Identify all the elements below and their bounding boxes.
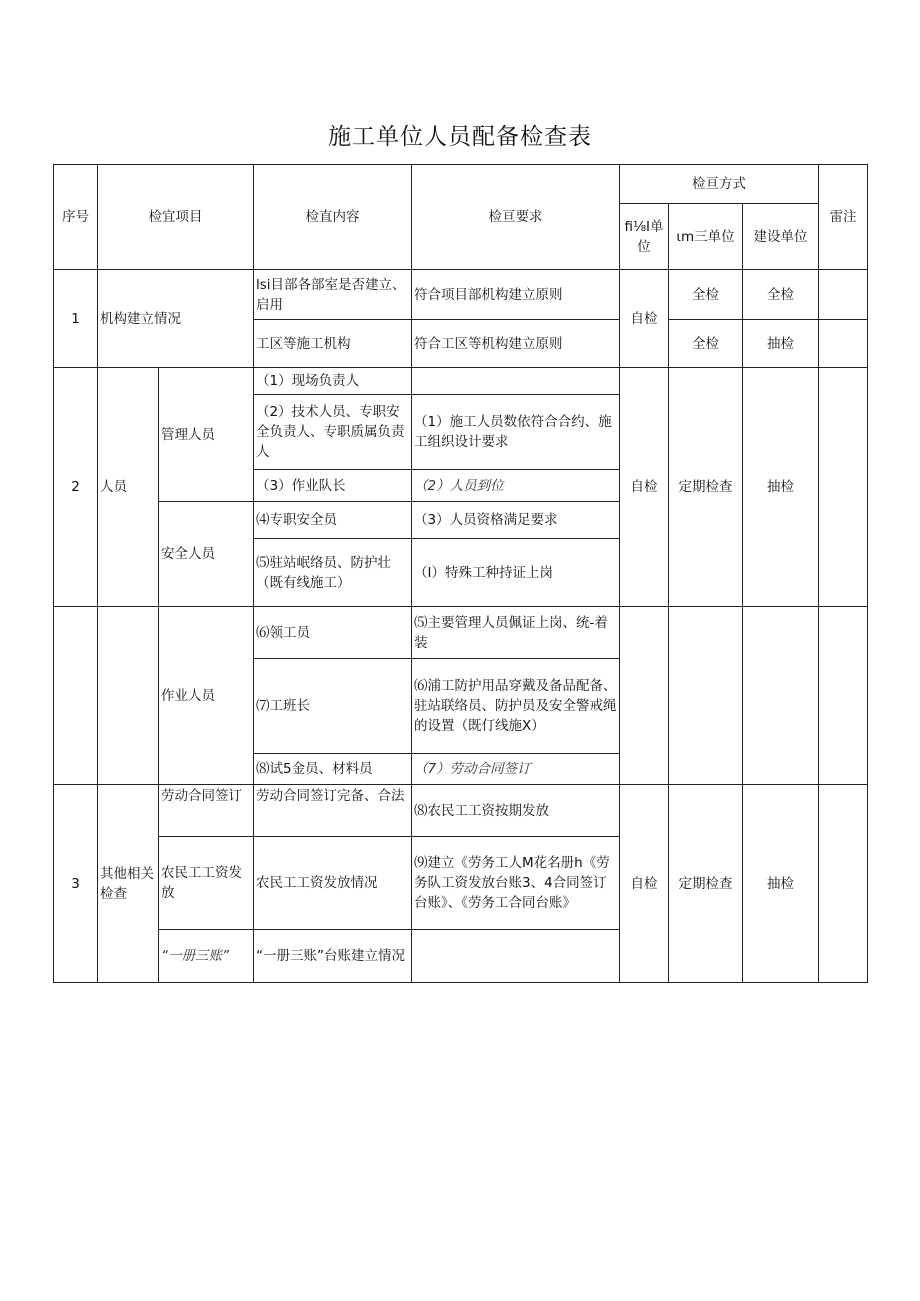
row3-sub-wages: 农民工工资发放 bbox=[159, 837, 254, 930]
header-construction-unit: fi⅛I单位 bbox=[620, 204, 669, 270]
row2-method-supervision: 定期检查 bbox=[669, 368, 743, 607]
row-worker-requirement-3-text: （7）劳动合同签订 bbox=[414, 761, 531, 777]
header-owner-unit: 建设单位 bbox=[743, 204, 819, 270]
page-title: 施工单位人员配备检查表 bbox=[328, 124, 592, 150]
row-worker-method-construction bbox=[620, 607, 669, 785]
header-item: 检宜项目 bbox=[98, 165, 254, 270]
row3-item: 其他相关检查 bbox=[98, 785, 159, 983]
header-supervision-unit: ιm三单位 bbox=[669, 204, 743, 270]
row2-content-3: （3）作业队长 bbox=[254, 470, 412, 502]
row2-item: 人员 bbox=[98, 368, 159, 607]
header-requirement: 检亘要求 bbox=[412, 165, 620, 270]
row-worker-requirement-1: ⑸主要管理人员佩证上岗、统-着装 bbox=[412, 607, 620, 659]
row2-requirement-blank bbox=[412, 368, 620, 395]
row1-method-supervision-2: 全检 bbox=[669, 320, 743, 368]
row2-requirement-3: （3）人员资格满足要求 bbox=[412, 502, 620, 539]
row3-remark bbox=[819, 785, 868, 983]
row2-method-construction: 自检 bbox=[620, 368, 669, 607]
row2-requirement-2: （2）人员到位 bbox=[412, 470, 620, 502]
row-worker-remark bbox=[819, 607, 868, 785]
row-worker-requirement-2: ⑹浦工防护用品穿戴及备品配备、驻站联络员、防护员及安全警戒绳的设置（既仃线施X） bbox=[412, 659, 620, 754]
row-worker-method-owner bbox=[743, 607, 819, 785]
row1-method-owner-1: 全检 bbox=[743, 270, 819, 320]
row1-method-supervision-1: 全检 bbox=[669, 270, 743, 320]
header-remark: 雷注 bbox=[819, 165, 868, 270]
row1-remark-1 bbox=[819, 270, 868, 320]
row1-remark-2 bbox=[819, 320, 868, 368]
row3-method-supervision: 定期检查 bbox=[669, 785, 743, 983]
row3-content-1: 劳动合同签订完备、合法 bbox=[254, 785, 412, 837]
row1-requirement-2: 符合工区等机构建立原则 bbox=[412, 320, 620, 368]
row-worker-item bbox=[98, 607, 159, 785]
row2-content-5: ⑸驻站岷络员、防护壮（既有线施工） bbox=[254, 539, 412, 607]
inspection-table bbox=[53, 164, 868, 983]
row3-requirement-3 bbox=[412, 930, 620, 983]
row2-sub-safety: 安全人员 bbox=[159, 502, 254, 607]
header-seq: 序号 bbox=[54, 165, 98, 270]
row-worker-sub: 作业人员 bbox=[159, 607, 254, 785]
row2-sub-management: 管理人员 bbox=[159, 368, 254, 502]
row2-content-1: （1）现场负责人 bbox=[254, 368, 412, 395]
row2-content-4: ⑷专职安全员 bbox=[254, 502, 412, 539]
row1-content-2: 工区等施工机构 bbox=[254, 320, 412, 368]
row-worker-seq bbox=[54, 607, 98, 785]
row2-requirement-1: （1）施工人员数依符合合约、施工组织设计要求 bbox=[412, 395, 620, 470]
row1-item: 机构建立情况 bbox=[98, 270, 254, 368]
row3-requirement-2: ⑼建立《劳务工人M花名册h《劳务队工资发放台账3、4合同签订台账》、《劳务工合同台账》 bbox=[412, 837, 620, 930]
row2-seq: 2 bbox=[54, 368, 98, 607]
row1-method-construction: 自检 bbox=[620, 270, 669, 368]
row3-seq: 3 bbox=[54, 785, 98, 983]
row3-content-3: “一册三账”台账建立情况 bbox=[254, 930, 412, 983]
row3-sub-ledger: “一册三账” bbox=[159, 930, 254, 983]
row-worker-content-2: ⑺工班长 bbox=[254, 659, 412, 754]
row-worker-method-supervision bbox=[669, 607, 743, 785]
row2-requirement-4: （I）特殊工种持证上岗 bbox=[412, 539, 620, 607]
row1-requirement-1: 符合项目部机构建立原则 bbox=[412, 270, 620, 320]
row3-content-2: 农民工工资发放情况 bbox=[254, 837, 412, 930]
row2-remark bbox=[819, 368, 868, 607]
row3-sub-contract: 劳动合同签订 bbox=[159, 785, 254, 837]
row3-method-owner: 抽检 bbox=[743, 785, 819, 983]
row-worker-content-1: ⑹领工员 bbox=[254, 607, 412, 659]
row-worker-content-3: ⑻试5金员、材料员 bbox=[254, 754, 412, 785]
header-content: 检直内容 bbox=[254, 165, 412, 270]
row1-method-owner-2: 抽检 bbox=[743, 320, 819, 368]
row3-requirement-1: ⑻农民工工资按期发放 bbox=[412, 785, 620, 837]
row-worker-requirement-3 bbox=[412, 754, 620, 785]
row1-content-1: lsi目部各部室是否建立、启用 bbox=[254, 270, 412, 320]
row3-method-construction: 自检 bbox=[620, 785, 669, 983]
row1-seq: 1 bbox=[54, 270, 98, 368]
header-method: 检亘方式 bbox=[620, 165, 819, 204]
row2-content-2: （2）技术人员、专职安全负责人、专职质属负责人 bbox=[254, 395, 412, 470]
row2-method-owner: 抽检 bbox=[743, 368, 819, 607]
